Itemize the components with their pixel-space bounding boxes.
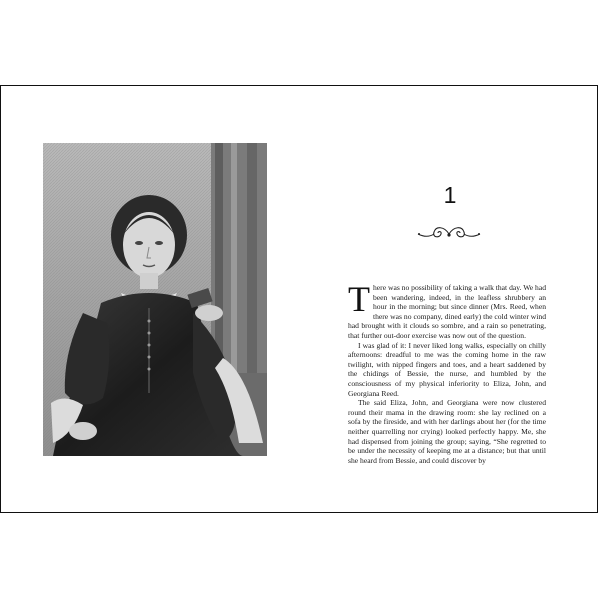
chapter-body-text — [348, 279, 546, 465]
chapter-number: 1 — [443, 182, 457, 208]
chapter-page — [301, 86, 599, 514]
portrait-illustration — [43, 143, 267, 456]
paragraph-3: The said Eliza, John, and Georgiana were now clustered round their mama in the drawing room: she lay reclined on a sofa by the fireside, and with her darlings about her (for the time neither quarrelling nor crying) looked perfectly happy. Me, she had dispensed from joining the group; saying, “She regretted to be under the necessity of keeping me at a distance; but that until she heard from Bessie, and could discover by — [348, 398, 546, 465]
paragraph-1 — [348, 279, 546, 341]
flourish-ornament-icon — [416, 224, 482, 244]
paragraph-2: I was glad of it: I never liked long walks, especially on chilly afternoons: dreadful to me was the coming home in the raw twilight, with nipped fingers and toes, and a heart saddened by the chidings of Bessie, the nurse, and humbled by the consciousness of my physical inferiority to Eliza, John, and Georgiana Reed. — [348, 340, 546, 398]
book-spread — [0, 85, 598, 513]
paragraph-1-text: here was no possibility of taking a walk that day. We had been wandering, indeed, in the leafless shrubbery an hour in the morning; but since dinner (Mrs. Reed, when there was no company, dined early) the cold winter wind had brought with it clouds so sombre, and a rain so penetrating, that further out-door exercise was now out of the question. — [348, 283, 546, 340]
drop-cap: T — [348, 279, 370, 319]
portrait-engraving — [43, 143, 267, 456]
